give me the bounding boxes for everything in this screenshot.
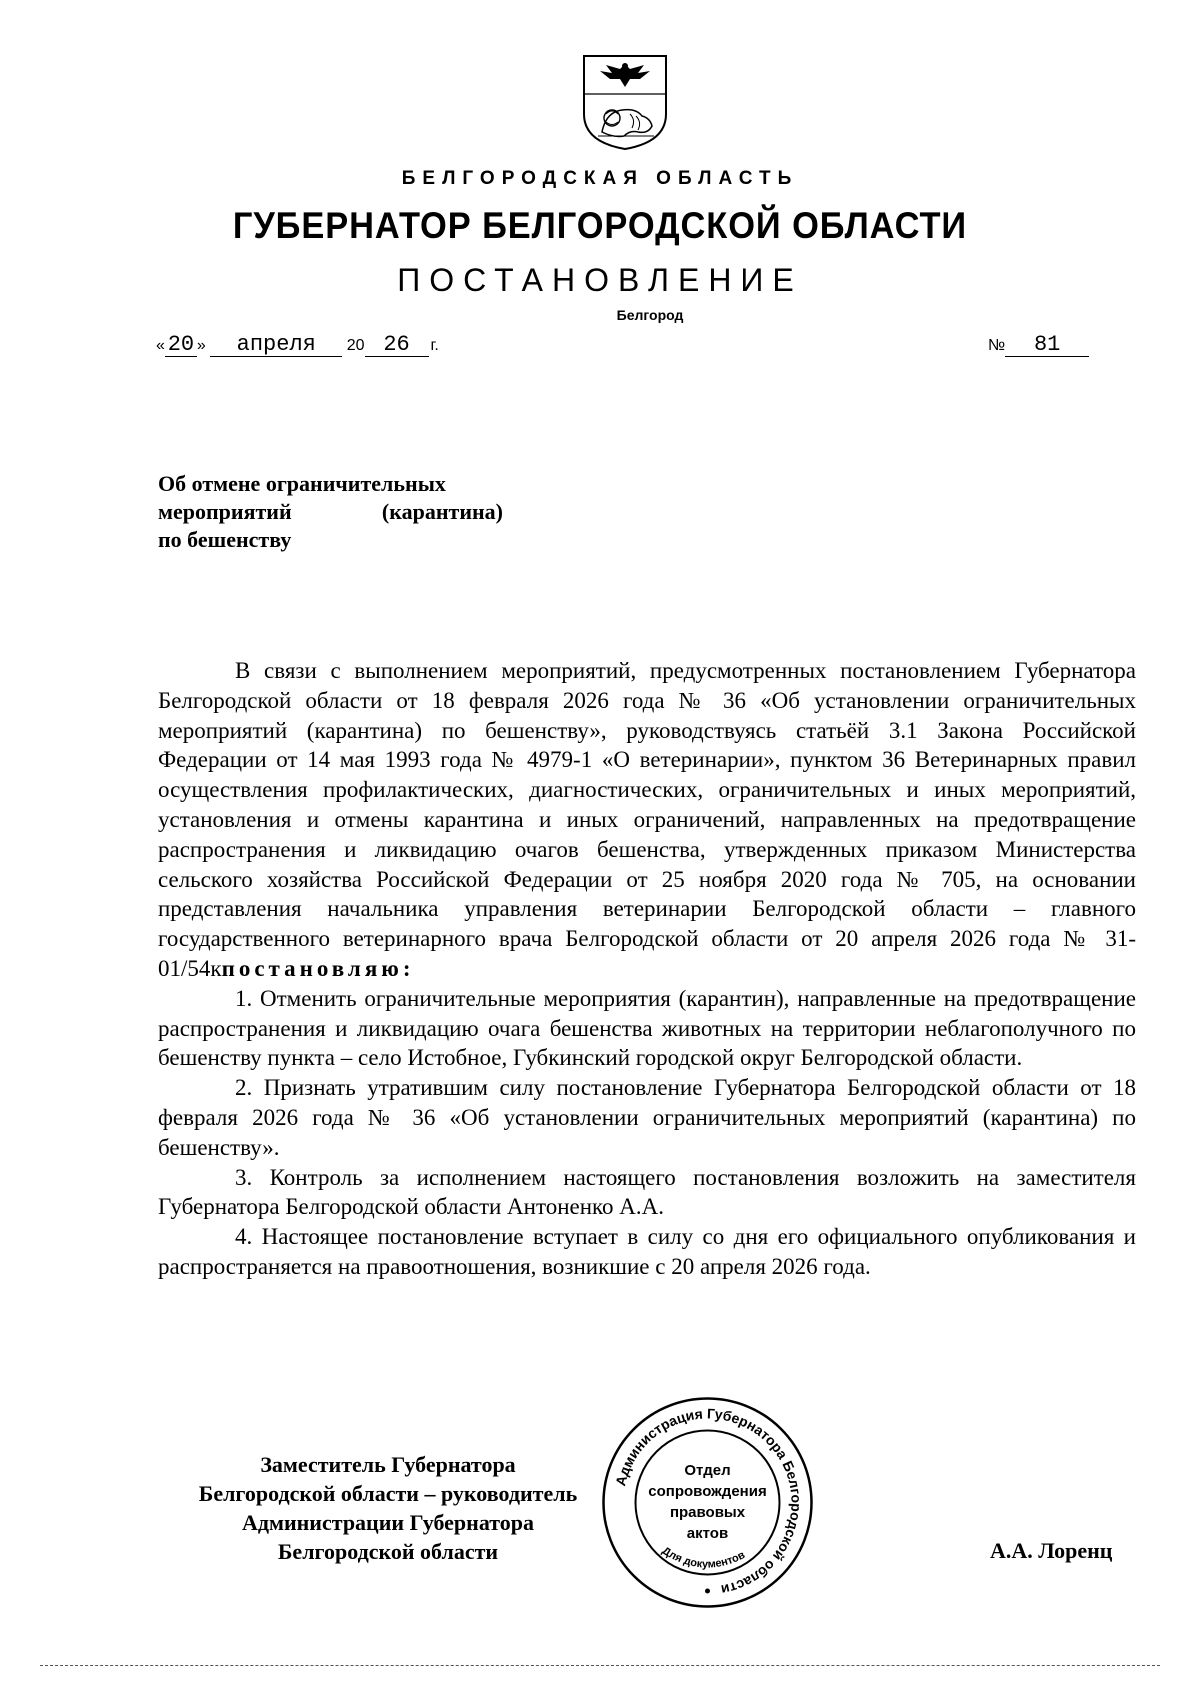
page-edge-line [40, 1665, 1160, 1666]
position-line-3: Администрации Губернатора [241, 1510, 535, 1535]
date-close-quote: » [196, 337, 206, 354]
document-body [158, 656, 1136, 1282]
official-stamp [600, 1395, 815, 1610]
stamp-center-line-1: Отдел [684, 1462, 731, 1479]
number-label: № [988, 337, 1006, 354]
signatory-position [168, 1450, 608, 1566]
date-year-prefix: 20 [346, 337, 365, 354]
document-title [158, 470, 503, 554]
item-1: 1. Отменить ограничительные мероприятия (карантин), направленные на предотвращение распространения и ликвидацию очага бешенства животных на территории неблагополучного по бешенству пункта – село Истобное, Губкинский городской округ Белгородской области. [158, 985, 1136, 1071]
stamp-ring-text: Администрация Губернатора Белгородской области [612, 1405, 805, 1599]
region-name: БЕЛГОРОДСКАЯ ОБЛАСТЬ [401, 168, 799, 189]
signatory-name: А.А. Лоренц [990, 1538, 1113, 1563]
date-year-marker: г. [430, 337, 439, 354]
date-year-suffix: 26 [365, 334, 429, 357]
item-3: 3. Контроль за исполнением настоящего постановления возложить на заместителя Губернатора Белгородской области Антоненко А.А. [158, 1164, 1136, 1220]
document-date [156, 334, 441, 357]
stamp-bottom-text: Для документов [659, 1544, 748, 1571]
preamble-text: В связи с выполнением мероприятий, предусмотренных постановлением Губернатора Белгородской области от 18 февраля 2026 года № 36 «Об установлении ограничительных мероприятий (карантина) по бешенству», руководствуясь статьёй 3.1 Закона Российской Федерации от 14 мая 1993 года № 4979-1 «О ветеринарии», пунктом 36 Ветеринарных правил осуществления профилактических, диагностических, ограничительных и иных мероприятий, установления и отмены карантина и иных ограничений, направленных на предотвращение распространения и ликвидацию очагов бешенства, утвержденных приказом Министерства сельского хозяйства Российской Федерации от 25 ноября 2020 года № 705, на основании представления начальника управления ветеринарии Белгородской области – главного государственного ветеринарного врача Белгородской области от 20 апреля 2026 года № 31-01/54к [158, 658, 1136, 981]
date-open-quote: « [156, 337, 165, 354]
authority-name: ГУБЕРНАТОР БЕЛГОРОДСКОЙ ОБЛАСТИ [232, 205, 968, 246]
coat-of-arms-icon [580, 52, 670, 152]
date-month: апреля [210, 334, 342, 357]
position-line-2: Белгородской области – руководитель [198, 1481, 578, 1506]
document-type: ПОСТАНОВЛЕНИЕ [397, 262, 803, 298]
item-4: 4. Настоящее постановление вступает в силу со дня его официального опубликования и распространяется на правоотношения, возникшие с 20 апреля 2026 года. [158, 1224, 1136, 1279]
document-number [988, 334, 1089, 357]
number-value: 81 [1005, 334, 1089, 357]
preamble-paragraph [158, 656, 1136, 984]
stamp-dot-icon [705, 1589, 710, 1594]
position-line-4: Белгородской области [277, 1539, 499, 1564]
city-name: Белгород [616, 307, 684, 323]
position-line-1: Заместитель Губернатора [260, 1452, 516, 1477]
stamp-center-line-2: сопровождения [648, 1483, 767, 1500]
date-day: 20 [165, 334, 197, 357]
title-line-3: по бешенству [158, 527, 292, 552]
decree-word: постановляю: [221, 955, 415, 981]
stamp-center-line-4: актов [686, 1525, 729, 1542]
title-line-1: Об отмене ограничительных [158, 471, 446, 496]
title-line-2: мероприятий (карантина) [158, 499, 503, 524]
item-2: 2. Признать утратившим силу постановление Губернатора Белгородской области от 18 февраля 2026 года № 36 «Об установлении ограничительных мероприятий (карантина) по бешенству». [158, 1075, 1136, 1160]
stamp-center-line-3: правовых [669, 1504, 746, 1521]
